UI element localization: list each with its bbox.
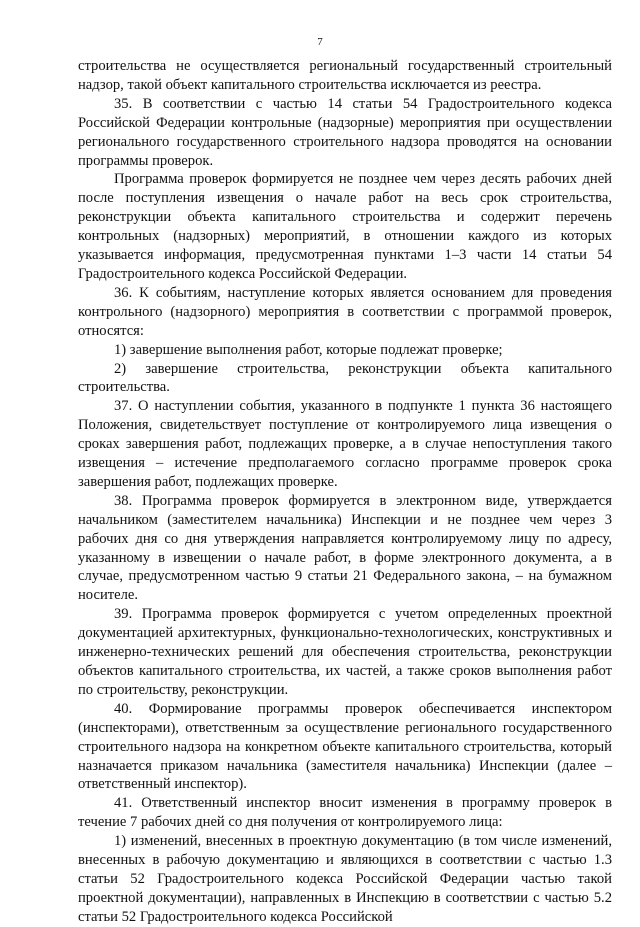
paragraph-36: 36. К событиям, наступление которых является основанием для проведения контрольного (надзорного) мероприятия в соответствии с программой проверок, относятся:: [78, 284, 612, 339]
paragraph-39: 39. Программа проверок формируется с учетом определенных проектной документацией архитектурных, функционально-технологических, конструктивных и инженерно-технических решений для обеспечения строительства, реконструкции объектов капитального строительства, их частей, а также сроков выполнения работ по строительству, реконструкции.: [78, 606, 612, 698]
paragraph-36-item-2: 2) завершение строительства, реконструкции объекта капитального строительства.: [78, 360, 612, 396]
page-number: 7: [317, 36, 323, 48]
paragraph-40: 40. Формирование программы проверок обеспечивается инспектором (инспекторами), ответственным за осуществление регионального государственного строительного надзора на конкретном объекте капитального строительства, который назначается приказом начальника (заместителя начальника) Инспекции (далее – ответственный инспектор).: [78, 700, 612, 793]
document-body: [78, 57, 612, 927]
paragraph-41-item-1: 1) изменений, внесенных в проектную документацию (в том числе изменений, внесенных в рабочую документацию и являющихся в соответствии с частью 1.3 статьи 52 Градостроительного кодекса Российской Федерации частью такой проектной документации), направленных в Инспекцию в соответствии с частью 5.2 статьи 52 Градостроительного кодекса Российской: [78, 833, 612, 925]
paragraph-36-item-1: 1) завершение выполнения работ, которые подлежат проверке;: [114, 341, 503, 358]
paragraph-38: 38. Программа проверок формируется в электронном виде, утверждается начальником (заместителем начальника) Инспекции и не позднее чем через 3 рабочих дня со дня утверждения направляется контролируемому лицу по адресу, указанному в извещении о начале работ, в форме электронного документа, а в случае, предусмотренном частью 9 статьи 21 Федерального закона, – на бумажном носителе.: [78, 492, 612, 604]
paragraph-41: 41. Ответственный инспектор вносит изменения в программу проверок в течение 7 рабочих дней со дня получения от контролируемого лица:: [78, 795, 612, 831]
paragraph-program-formation: Программа проверок формируется не позднее чем через десять рабочих дней после поступления извещения о начале работ на весь срок строительства, реконструкции объекта капитального строительства и содержит перечень контрольных (надзорных) мероприятий, в отношении каждого из которых указывается информация, предусмотренная пунктами 1–3 части 14 статьи 54 Градостроительного кодекса Российской Федерации.: [78, 171, 612, 282]
paragraph-35: 35. В соответствии с частью 14 статьи 54 Градостроительного кодекса Российской Федерации контрольные (надзорные) мероприятия при осуществлении регионального государственного строительного надзора проводятся на основании программы проверок.: [78, 95, 612, 169]
paragraph-37: 37. О наступлении события, указанного в подпункте 1 пункта 36 настоящего Положения, свидетельствует поступление от контролируемого лица извещения о сроках завершения работ, подлежащих проверке, а в случае непоступления такого извещения – истечение предполагаемого согласно программе проверок срока завершения работ, подлежащих проверке.: [78, 398, 612, 490]
paragraph-continuation: строительства не осуществляется региональный государственный строительный надзор, такой объект капитального строительства исключается из реестра.: [78, 58, 612, 93]
